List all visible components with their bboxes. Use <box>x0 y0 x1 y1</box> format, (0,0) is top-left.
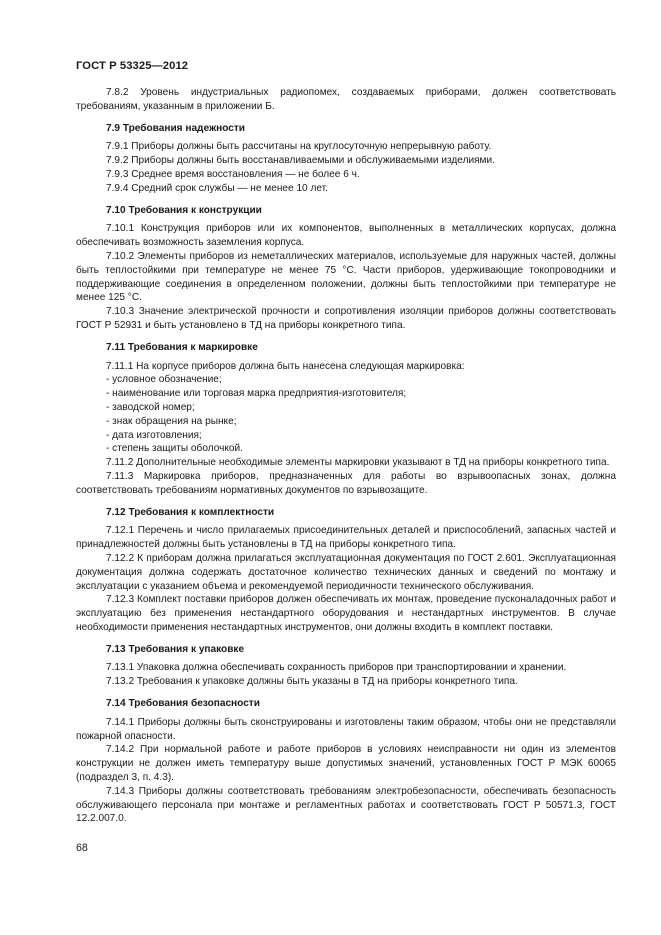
paragraph-7-11-2: 7.11.2 Дополнительные необходимые элементы маркировки указывают в ТД на приборы конкретного типа. <box>106 457 610 469</box>
paragraph-7-14-3: 7.14.3 Приборы должны соответствовать требованиям электробезопасности, обеспечивать безопасность обслуживающего персонала при монтаже и регламентных работах и соответствовать ГОСТ Р 50571.3, ГОСТ 12.2.007.0. <box>76 785 616 825</box>
paragraph-7-13-1: 7.13.1 Упаковка должна обеспечивать сохранность приборов при транспортировании и хранении. <box>106 662 567 674</box>
paragraph-7-10-3: 7.10.3 Значение электрической прочности и сопротивления изоляции приборов должны соответствовать ГОСТ Р 52931 и быть установлено в ТД на приборы конкретного типа. <box>76 306 616 331</box>
section-title-7-14: 7.14 Требования безопасности <box>106 698 260 710</box>
document-body <box>76 86 616 826</box>
paragraph-7-9-3: 7.9.3 Среднее время восстановления — не более 6 ч. <box>106 168 360 180</box>
paragraph-7-9-1: 7.9.1 Приборы должны быть рассчитаны на круглосуточную непрерывную работу. <box>106 141 492 153</box>
list-item: - дата изготовления; <box>106 429 202 441</box>
paragraph-7-9-4: 7.9.4 Средний срок службы — не менее 10 лет. <box>106 182 328 194</box>
paragraph-7-10-2: 7.10.2 Элементы приборов из неметаллических материалов, используемые для наружных частей, должны быть теплостойкими при температуре не менее 75 °С. Части приборов, удерживающие токопроводники и поддерживающие соединения в определенном положении, должны быть теплостойкими при температуре не менее 125 °С. <box>76 250 616 304</box>
paragraph-7-9-2: 7.9.2 Приборы должны быть восстанавливаемыми и обслуживаемыми изделиями. <box>106 155 495 167</box>
section-title-7-10: 7.10 Требования к конструкции <box>106 204 262 216</box>
list-item: - степень защиты оболочкой. <box>106 443 243 455</box>
section-title-7-12: 7.12 Требования к комплектности <box>106 506 275 518</box>
page-number: 68 <box>76 842 88 854</box>
list-item: - заводской номер; <box>106 401 195 413</box>
paragraph-7-10-1: 7.10.1 Конструкция приборов или их компонентов, выполненных в металлических корпусах, должна обеспечивать возможность заземления корпуса. <box>76 223 616 249</box>
paragraph-7-14-1: 7.14.1 Приборы должны быть сконструированы и изготовлены таким образом, чтобы они не представляли пожарной опасности. <box>76 716 616 742</box>
paragraph-7-8-2: 7.8.2 Уровень индустриальных радиопомех, создаваемых приборами, должен соответствовать требованиям, указанным в приложении Б. <box>76 87 616 112</box>
paragraph-7-12-3: 7.12.3 Комплект поставки приборов должен обеспечивать их монтаж, проведение пусконаладочных работ и эксплуатацию без применения нестандартного оборудования и нестандартных инструментов. В случае необходимости применения нестандартных инструментов, они должны входить в комплект поставки. <box>76 594 616 633</box>
list-item: - знак обращения на рынке; <box>106 415 237 427</box>
section-title-7-9: 7.9 Требования надежности <box>106 122 245 134</box>
paragraph-7-11-3: 7.11.3 Маркировка приборов, предназначенных для работы во взрывоопасных зонах, должна соответствовать требованиям нормативных документов по взрывозащите. <box>76 470 616 496</box>
section-title-7-11: 7.11 Требования к маркировке <box>106 341 258 353</box>
paragraph-7-14-2: 7.14.2 При нормальной работе и работе приборов в условиях неисправности ни один из элементов конструкции не должен иметь температуру выше допустимых значений, установленных ГОСТ Р МЭК 60065 (подраздел 3, п. 4.3). <box>76 744 616 784</box>
list-item: - наименование или торговая марка предприятия-изготовителя; <box>106 388 407 400</box>
paragraph-7-12-2: 7.12.2 К приборам должна прилагаться эксплуатационная документация по ГОСТ 2.601. Эксплуатационная документация должна содержать достаточное количество технических данных и сведений по монтажу и эксплуатации с указанием объема и рекомендуемой периодичности технического обслуживания. <box>76 552 616 592</box>
list-item: - условное обозначение; <box>106 374 222 386</box>
paragraph-7-11-1: 7.11.1 На корпусе приборов должна быть нанесена следующая маркировка: <box>106 360 465 372</box>
section-title-7-13: 7.13 Требования к упаковке <box>106 643 245 655</box>
paragraph-7-12-1: 7.12.1 Перечень и число прилагаемых присоединительных деталей и приспособлений, запасных частей и принадлежностей должны быть установлены в ТД на приборы конкретного типа. <box>76 525 616 551</box>
paragraph-7-13-2: 7.13.2 Требования к упаковке должны быть указаны в ТД на приборы конкретного типа. <box>106 676 518 688</box>
document-header: ГОСТ Р 53325—2012 <box>76 60 189 72</box>
